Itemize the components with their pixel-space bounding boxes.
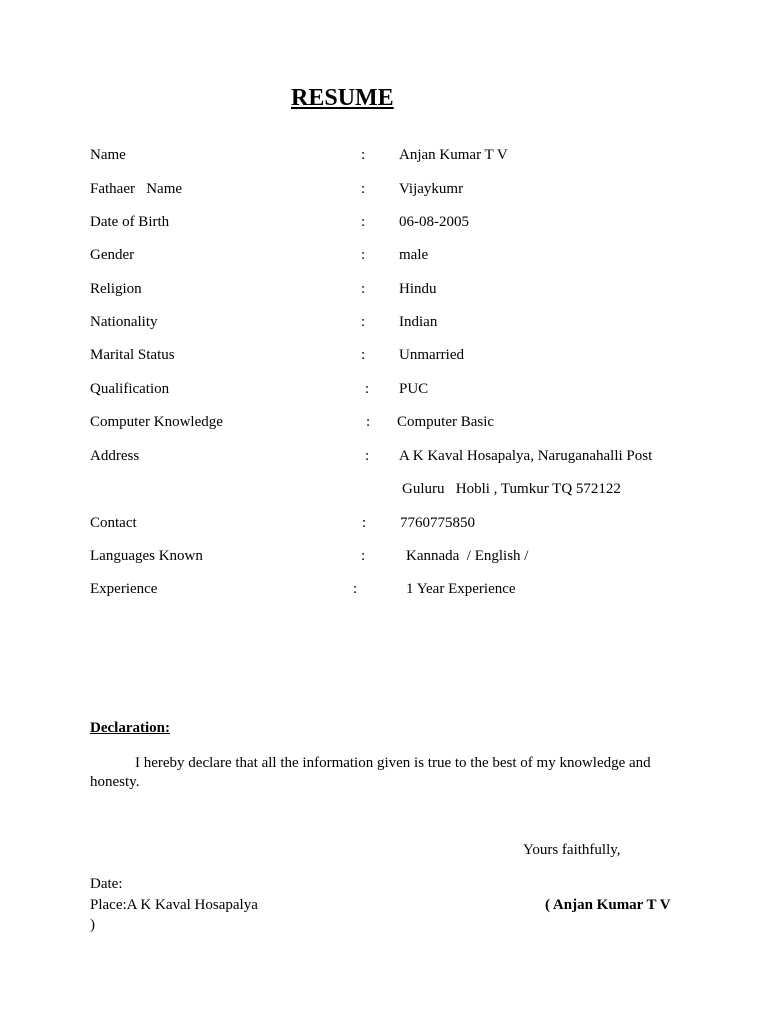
label-date-of-birth: Date of Birth [90,214,170,230]
separator: : [361,347,366,363]
separator: : [365,448,370,464]
label-marital-status: Marital Status [90,347,175,363]
label-languages-known: Languages Known [90,548,203,564]
label-name: Name [90,147,126,163]
value-marital-status: Unmarried [399,347,464,363]
declaration-heading: Declaration: [90,720,170,736]
separator: : [361,281,366,297]
separator: : [365,381,370,397]
separator: : [366,414,371,430]
label-religion: Religion [90,281,142,297]
value-date-of-birth: 06-08-2005 [399,214,469,230]
separator: : [361,247,366,263]
value-experience: 1 Year Experience [406,581,516,597]
label-address: Address [90,448,140,464]
value-qualification: PUC [399,381,429,397]
value-nationality: Indian [399,314,438,330]
value-address-line1: A K Kaval Hosapalya, Naruganahalli Post [399,448,653,464]
label-experience: Experience [90,581,158,597]
label-contact: Contact [90,515,137,531]
separator: : [353,581,358,597]
label-gender: Gender [90,247,135,263]
separator: : [361,548,366,564]
date-label: Date: [90,876,123,892]
value-address-line2: Guluru Hobli , Tumkur TQ 572122 [402,481,621,497]
place-label: Place:A K Kaval Hosapalya [90,897,258,913]
value-father-name: Vijaykumr [399,181,464,197]
separator: : [361,214,366,230]
label-nationality: Nationality [90,314,158,330]
value-religion: Hindu [399,281,437,297]
declaration-text: I hereby declare that all the information given is true to the best of my knowledge and honesty. [90,755,651,790]
value-name: Anjan Kumar T V [399,147,508,163]
separator: : [362,515,367,531]
value-languages-known: Kannada / English / [406,548,529,564]
label-father-name: Fathaer Name [90,181,183,197]
separator: : [361,314,366,330]
label-qualification: Qualification [90,381,170,397]
separator: : [361,147,366,163]
page-title: RESUME [291,85,394,111]
separator: : [361,181,366,197]
label-computer-knowledge: Computer Knowledge [90,414,223,430]
value-gender: male [399,247,429,263]
salutation: Yours faithfully, [523,842,621,858]
signature-name: ( Anjan Kumar T V [545,897,671,913]
value-computer-knowledge: Computer Basic [397,414,495,430]
value-contact: 7760775850 [400,515,475,531]
signature-close-paren: ) [90,917,95,933]
